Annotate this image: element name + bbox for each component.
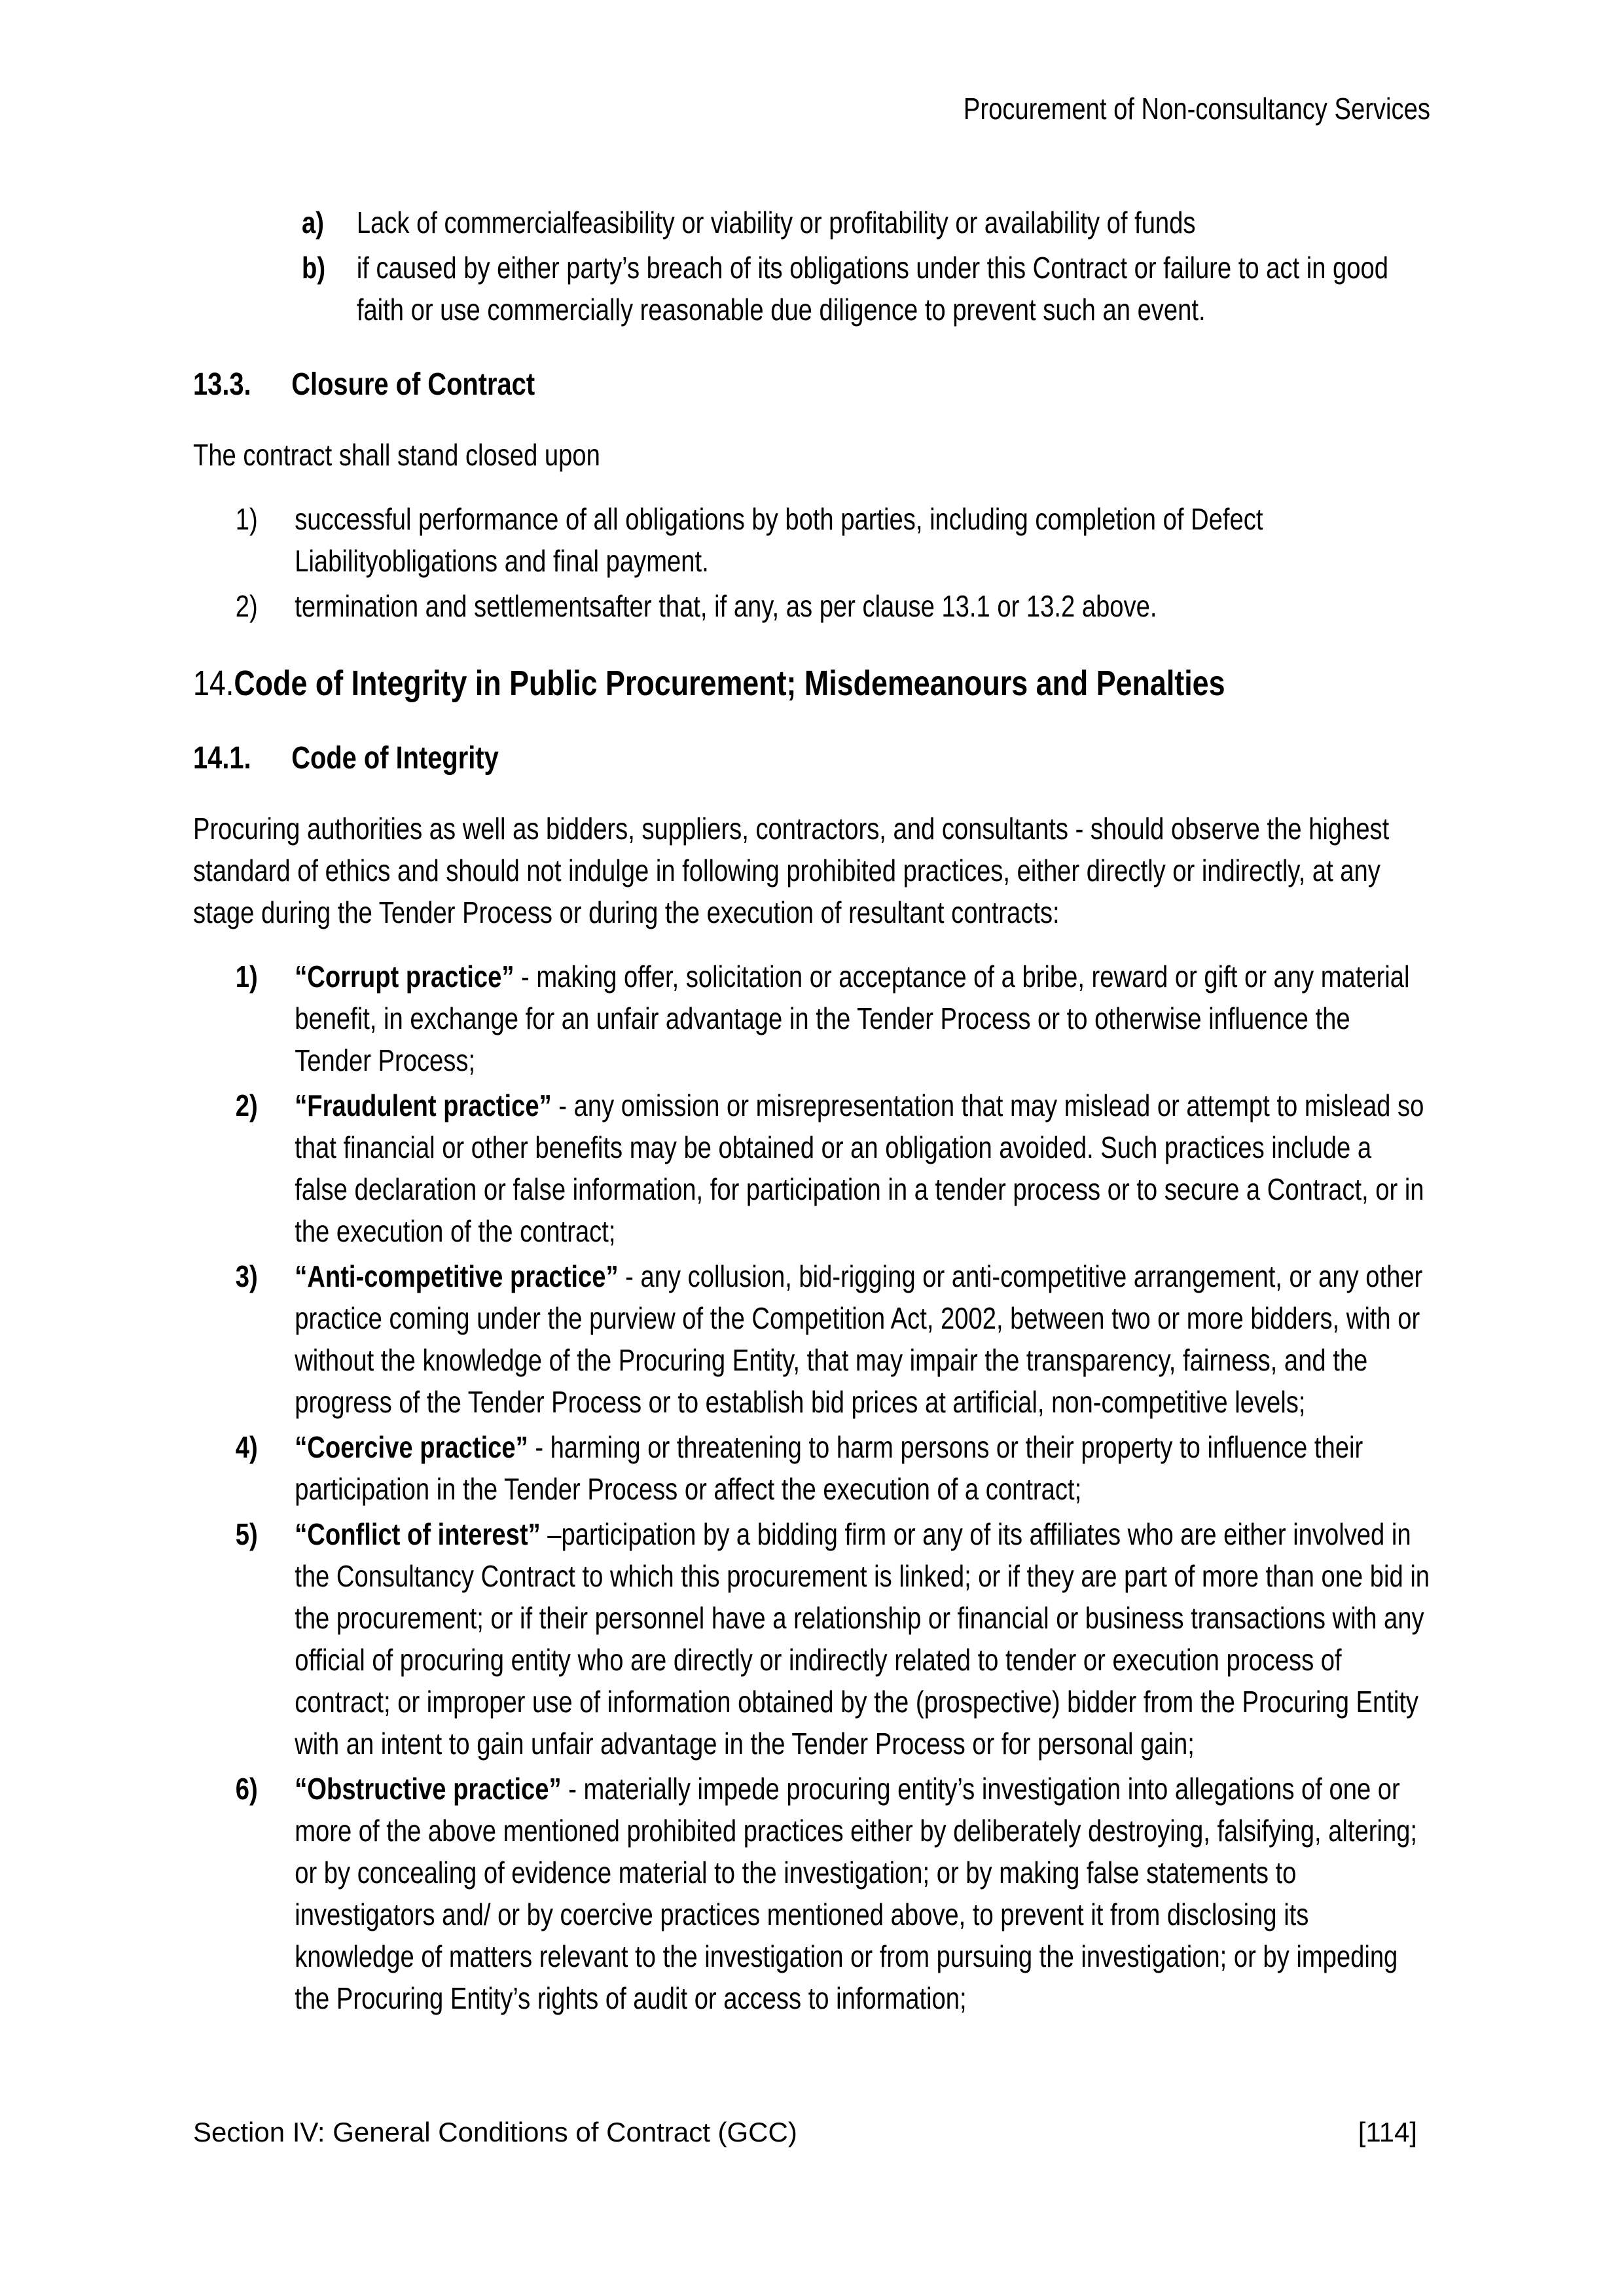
page-header [193,92,1430,126]
heading-number: 14. [193,664,234,703]
paragraph-closure-lead: The contract shall stand closed upon [193,438,600,472]
force-majeure-exception-list [193,202,1430,331]
list-item [193,585,1430,627]
list-item [193,498,1430,582]
heading-title: Closure of Contract [291,367,535,402]
definition-text: –participation by a bidding firm or any of its affiliates who are either involved in the Consultancy Contract to which this procurement is linked; or if they are part of more than one bid in the procurement; or if their personnel have a relationship or financial or business transactions with any official of procuring entity who are directly or indirectly related to tender or execution process of contract; or improper use of information obtained by the (prospective) bidder from the Procuring Entity with an intent to gain unfair advantage in the Tender Process or for personal gain; [295,1517,1430,1761]
list-text [295,1085,1430,1252]
page-content [193,92,1430,2022]
defined-term: “Corrupt practice” [295,960,514,994]
list-marker: 6) [235,1772,258,1806]
defined-term: “Coercive practice” [295,1430,528,1464]
list-item [193,1768,1430,2019]
list-marker: 2) [235,589,258,623]
list-text: if caused by either party’s breach of its obligations under this Contract or failure to act in good faith or use commercially reasonable due diligence to prevent such an event. [356,251,1388,327]
heading-number: 14.1. [193,741,251,776]
definition-text: - materially impede procuring entity’s investigation into allegations of one or more of the above mentioned prohibited practices either by deliberately destroying, falsifying, altering; or by concealing of evidence material to the investigation; or by making false statements to investigators and/ or by coercive practices mentioned above, to prevent it from disclosing its knowledge of matters relevant to the investigation or from pursuing the investigation; or by impeding the Procuring Entity’s rights of audit or access to information; [295,1772,1418,2015]
list-text: termination and settlementsafter that, if any, as per clause 13.1 or 13.2 above. [295,589,1157,623]
list-text [295,1768,1430,2019]
definition-text: - any collusion, bid-rigging or anti-competitive arrangement, or any other practice coming under the purview of the Competition Act, 2002, between two or more bidders, with or without the knowledge of the Procuring Entity, that may impair the transparency, fairness, and the progress of the Tender Process or to establish bid prices at artificial, non-competitive levels; [295,1259,1423,1419]
list-item [193,1255,1430,1423]
list-item [193,1426,1430,1510]
page-footer [193,2115,1417,2149]
list-text [295,1255,1430,1423]
defined-term: “Anti-competitive practice” [295,1259,619,1293]
footer-page-number: [114] [1358,2117,1417,2147]
list-item [193,956,1430,1081]
heading-title: Code of Integrity [291,741,499,776]
list-text [295,1426,1430,1510]
section-heading-14 [193,662,1430,704]
list-item [193,1085,1430,1252]
list-marker: 2) [235,1088,258,1122]
list-text [295,1513,1430,1765]
paragraph-code-of-integrity-lead: Procuring authorities as well as bidders, suppliers, contractors, and consultants - should observe the highest standard of ethics and should not indulge in following prohibited practices, either directly or indirectly, at any stage during the Tender Process or during the execution of resultant contracts: [193,812,1390,929]
defined-term: “Conflict of interest” [295,1517,541,1551]
list-text: Lack of commercialfeasibility or viability or profitability or availability of funds [356,206,1196,240]
list-marker: 3) [235,1259,258,1293]
defined-term: “Obstructive practice” [295,1772,562,1806]
closure-conditions-list [193,498,1430,627]
heading-number: 13.3. [193,367,251,402]
header-title: Procurement of Non-consultancy Services [963,92,1430,126]
list-marker: 1) [235,960,258,994]
definition-text: - harming or threatening to harm persons or their property to influence their participation in the Tender Process or affect the execution of a contract; [295,1430,1363,1506]
list-item [193,202,1430,243]
list-marker: 5) [235,1517,258,1551]
definition-text: - making offer, solicitation or acceptance of a bribe, reward or gift or any material benefit, in exchange for an unfair advantage in the Tender Process or to otherwise influence the Tender Process; [295,960,1410,1077]
list-item [193,247,1430,331]
list-marker: a) [302,206,324,240]
list-text [295,956,1430,1081]
defined-term: “Fraudulent practice” [295,1088,552,1122]
heading-title: Code of Integrity in Public Procurement; Misdemeanours and Penalties [234,664,1225,703]
list-marker: 4) [235,1430,258,1464]
list-marker: 1) [235,502,258,536]
section-heading-14-1 [193,740,1430,778]
definition-text: - any omission or misrepresentation that may mislead or attempt to mislead so that financial or other benefits may be obtained or an obligation avoided. Such practices include a false declaration or false information, for participation in a tender process or to secure a Contract, or in the execution of the contract; [295,1088,1424,1248]
footer-section-label: Section IV: General Conditions of Contract (GCC) [193,2117,797,2147]
section-heading-13-3 [193,366,1430,404]
list-item [193,1513,1430,1765]
list-marker: b) [302,251,326,285]
list-text: successful performance of all obligations by both parties, including completion of Defect Liabilityobligations and final payment. [295,502,1263,578]
prohibited-practices-list [193,956,1430,2019]
